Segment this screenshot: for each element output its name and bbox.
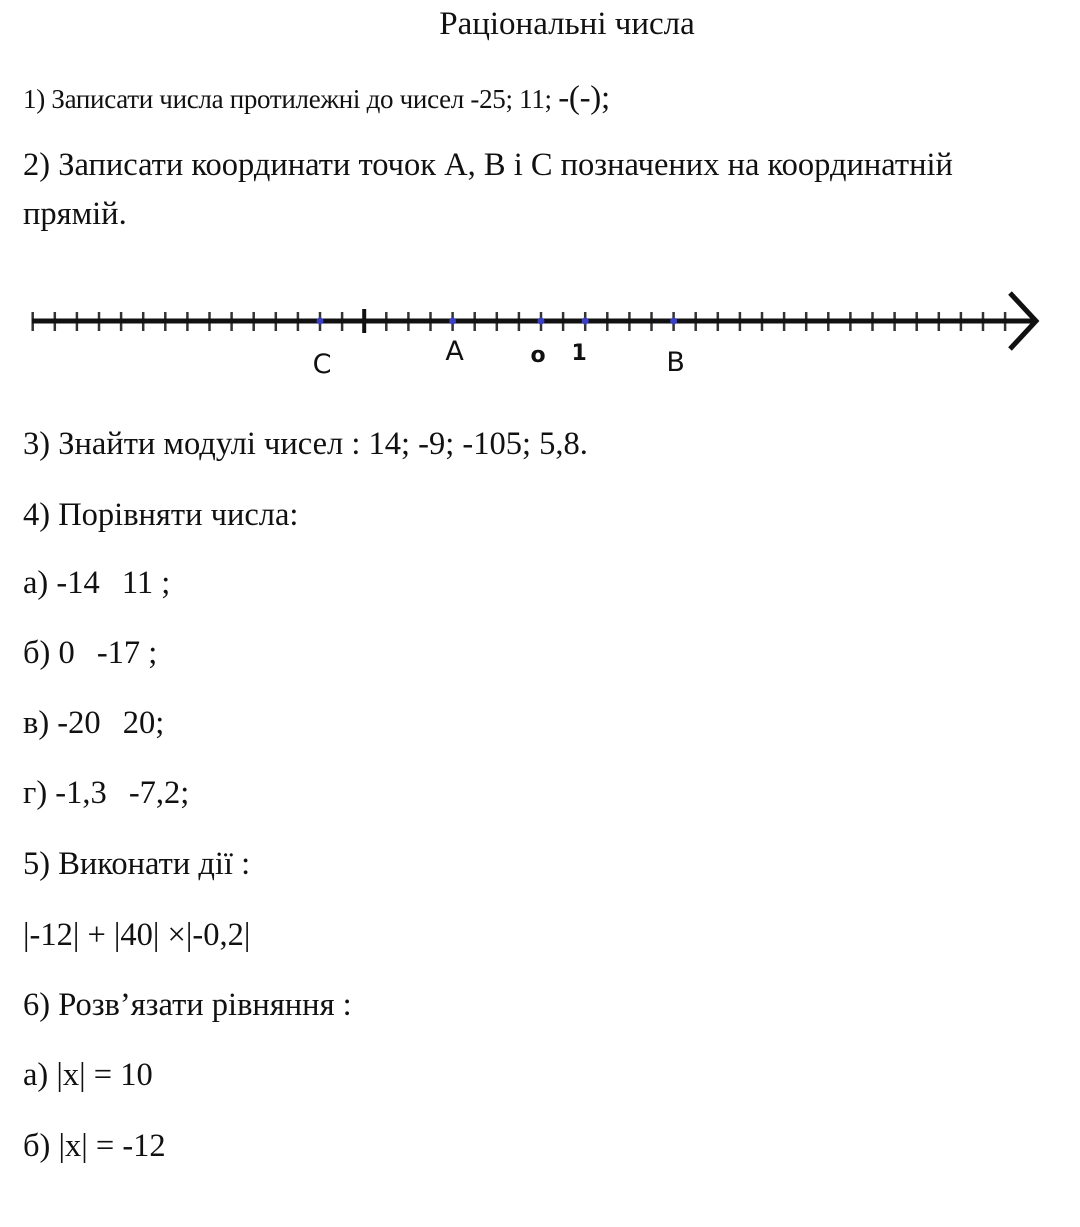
task-1 (23, 80, 610, 117)
point-label-c: C (312, 349, 332, 380)
compare-item (23, 705, 164, 742)
task-1-tail: -(-); (558, 80, 610, 116)
compare-left: 0 (58, 635, 75, 671)
compare-left: -14 (56, 565, 100, 601)
task-4-heading: 4) Порівняти числа: (23, 497, 299, 533)
equation-text: |x| = 10 (56, 1057, 153, 1093)
equation-item (23, 1128, 166, 1165)
unit-marker (582, 318, 589, 325)
task-5-expression: |-12| + |40| ×|-0,2| (23, 917, 251, 953)
page-title: Раціональні числа (439, 6, 695, 42)
compare-right: 20; (122, 705, 165, 741)
compare-item (23, 565, 170, 602)
task-2-line-2: прямій. (23, 196, 127, 232)
point-marker-b (670, 318, 677, 325)
origin-label: o (530, 343, 546, 368)
compare-item (23, 775, 189, 812)
compare-label: в) (23, 705, 50, 741)
compare-left: -1,3 (55, 775, 107, 811)
compare-left: -20 (57, 705, 101, 741)
equation-text: |x| = -12 (58, 1128, 166, 1164)
compare-right: 11 ; (121, 565, 171, 601)
equation-label: а) (23, 1057, 49, 1093)
compare-item (23, 635, 157, 672)
task-3: 3) Знайти модулі чисел : 14; -9; -105; 5,8. (23, 426, 588, 462)
number-line (0, 280, 1080, 390)
task-6-heading: 6) Розв’язати рівняння : (23, 987, 352, 1023)
compare-right: -17 ; (96, 635, 158, 671)
equation-label: б) (23, 1128, 51, 1164)
point-marker-c (317, 318, 324, 325)
compare-right: -7,2; (128, 775, 190, 811)
point-label-a: A (445, 336, 464, 367)
task-1-text: 1) Записати числа протилежні до чисел -25; 11; (23, 84, 559, 114)
compare-label: б) (23, 635, 51, 671)
compare-label: а) (23, 565, 49, 601)
origin-marker (538, 318, 545, 325)
task-5-heading: 5) Виконати дії : (23, 846, 251, 882)
equation-item (23, 1057, 153, 1094)
point-label-b: B (666, 347, 685, 378)
task-2-line-1: 2) Записати координати точок A, B і C позначених на координатній (23, 147, 953, 183)
point-marker-a (449, 318, 456, 325)
compare-label: г) (23, 775, 48, 811)
unit-label: 1 (571, 341, 587, 366)
